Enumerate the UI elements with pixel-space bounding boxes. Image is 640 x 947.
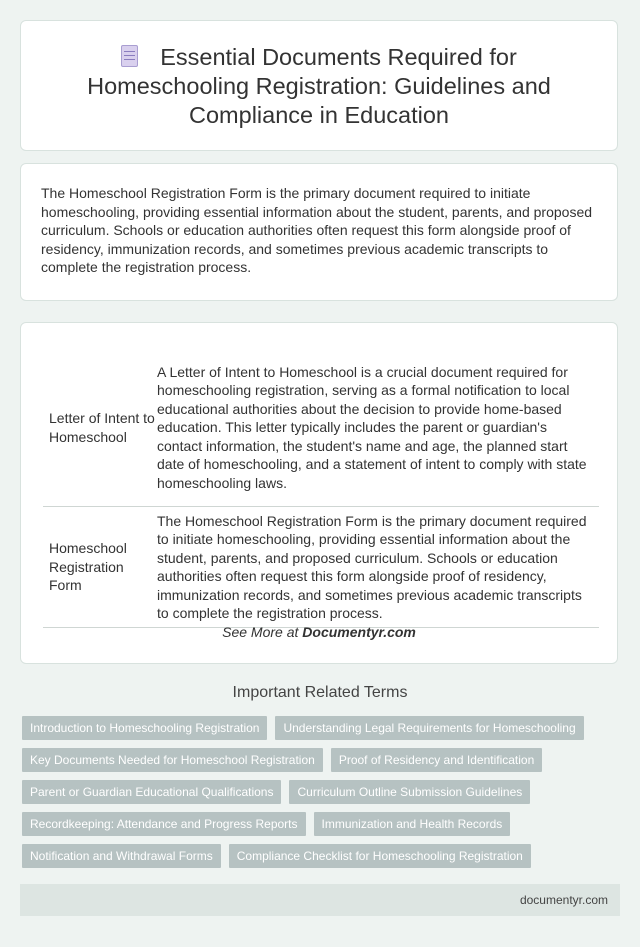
document-term: Letter of Intent to Homeschool bbox=[49, 410, 155, 445]
see-more-prefix: See More at bbox=[222, 624, 303, 640]
page-title-text: Essential Documents Required for Homeschooling Registration: Guidelines and Compliance in Education bbox=[87, 44, 551, 128]
related-terms-list bbox=[22, 716, 622, 876]
intro-text: The Homeschool Registration Form is the primary document required to initiate homeschooling, providing essential information about the student, parents, and proposed curriculum. Schools or education authorities often request this form alongside proof of residency, immunization records, and sometimes previous academic transcripts to complete the registration process. bbox=[41, 185, 593, 275]
document-definition: A Letter of Intent to Homeschool is a crucial document required for homeschooling registration, serving as a formal notification to local educational authorities about the decision to provide home-based education. This letter typically includes the parent or guardian's contact information, the student's name and age, the planned start date of homeschooling, and a statement of intent to comply with state homeschooling laws. bbox=[157, 363, 587, 491]
page-title bbox=[51, 43, 587, 130]
see-more-site[interactable]: Documentyr.com bbox=[302, 624, 416, 640]
footer-bar bbox=[20, 884, 620, 916]
footer-site-link[interactable]: documentyr.com bbox=[519, 893, 608, 907]
related-term-tag[interactable]: Immunization and Health Records bbox=[314, 812, 511, 836]
related-term-tag[interactable]: Understanding Legal Requirements for Homeschooling bbox=[275, 716, 583, 740]
related-term-tag[interactable]: Parent or Guardian Educational Qualifications bbox=[22, 780, 281, 804]
documents-card bbox=[20, 322, 618, 664]
documents-table bbox=[43, 349, 599, 628]
document-term: Homeschool Registration Form bbox=[49, 540, 127, 594]
related-term-tag[interactable]: Key Documents Needed for Homeschool Registration bbox=[22, 748, 323, 772]
intro-card bbox=[20, 163, 618, 301]
related-term-tag[interactable]: Curriculum Outline Submission Guidelines bbox=[289, 780, 530, 804]
related-term-tag[interactable]: Recordkeeping: Attendance and Progress Reports bbox=[22, 812, 306, 836]
document-icon bbox=[121, 45, 138, 67]
see-more-link[interactable] bbox=[21, 624, 617, 640]
table-row bbox=[43, 507, 599, 628]
related-term-tag[interactable]: Compliance Checklist for Homeschooling Registration bbox=[229, 844, 531, 868]
document-definition: The Homeschool Registration Form is the primary document required to initiate homeschooling, providing essential information about the student, parents, and proposed curriculum. Schools or education authorities often request this form alongside proof of residency, immunization records, and sometimes previous academic transcripts to complete the registration process. bbox=[157, 512, 587, 621]
table-row bbox=[43, 349, 599, 507]
related-terms-heading: Important Related Terms bbox=[232, 684, 408, 701]
related-term-tag[interactable]: Introduction to Homeschooling Registration bbox=[22, 716, 267, 740]
related-term-tag[interactable]: Notification and Withdrawal Forms bbox=[22, 844, 221, 868]
related-term-tag[interactable]: Proof of Residency and Identification bbox=[331, 748, 542, 772]
title-card bbox=[20, 20, 618, 151]
